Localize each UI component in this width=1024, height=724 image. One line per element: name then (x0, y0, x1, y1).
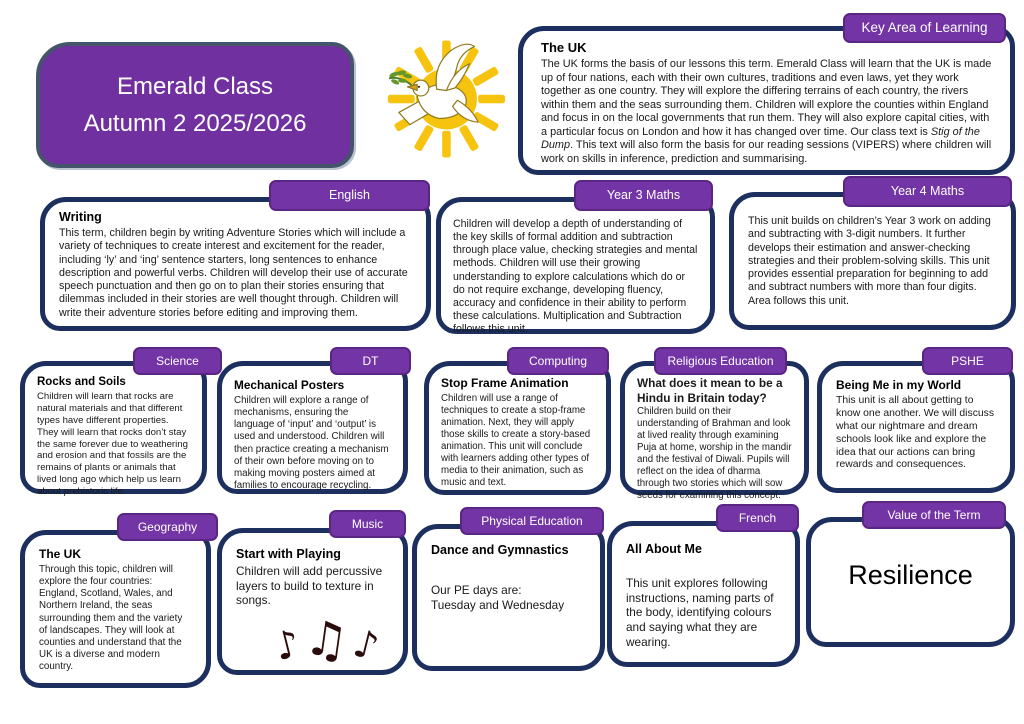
music-note-icon: ♪ (349, 620, 384, 670)
year3-maths-tab: Year 3 Maths (574, 180, 713, 211)
music-note-icon: ♪ (269, 620, 304, 670)
key-area-card (518, 26, 1015, 175)
key-area-tab: Key Area of Learning (843, 13, 1006, 43)
pshe-card (817, 361, 1015, 493)
science-card (20, 361, 207, 498)
term-value: Resilience (848, 560, 973, 590)
music-notes-group (256, 609, 397, 671)
french-body: This unit explores following instructions, naming parts of the body, identifying colours and saying what they are wearing. (626, 576, 774, 649)
music-note-icon: ♫ (301, 609, 352, 671)
geography-title: The UK (39, 547, 81, 561)
english-title: Writing (59, 210, 102, 224)
religious-education-tab: Religious Education (654, 347, 787, 375)
computing-title: Stop Frame Animation (441, 376, 569, 390)
geography-body: Through this topic, children will explore the four countries: England, Scotland, Wales, and Northern Ireland, the seas surrounding them and the variety of landscapes. They will look at counties and understand that the UK is a diverse and modern country. (39, 564, 183, 673)
pshe-title: Being Me in my World (836, 378, 962, 392)
english-tab: English (269, 180, 430, 211)
computing-tab: Computing (507, 347, 609, 375)
dt-title: Mechanical Posters (234, 378, 345, 392)
science-body: Children will learn that rocks are natural materials and that different types have different properties. They will learn that rocks don’t stay the same forever due to weathering and erosion and that fossils are the remains of plants or animals that lived long ago which help us learn about prehistoric life. (37, 391, 188, 498)
key-area-body (541, 58, 992, 166)
french-card (607, 521, 800, 667)
religious-education-card (620, 361, 809, 502)
year4-maths-tab: Year 4 Maths (843, 176, 1012, 207)
science-tab: Science (133, 347, 222, 375)
french-tab: French (716, 504, 799, 532)
year4-maths-card (729, 192, 1016, 330)
pshe-tab: PSHE (922, 347, 1013, 375)
dt-card (217, 361, 408, 494)
religious-education-title: What does it mean to be a Hindu in Britain today? (637, 376, 783, 406)
geography-card (20, 530, 211, 688)
english-card (40, 197, 431, 331)
peace-dove-with-sunburst-icon (383, 38, 505, 160)
physical-education-title: Dance and Gymnastics (431, 543, 569, 557)
music-card (217, 528, 408, 675)
dt-tab: DT (330, 347, 411, 375)
year4-maths-body: This unit builds on children’s Year 3 work on adding and subtracting with 3-digit numbers. It further develops their estimation and answer-checking strategies and their problem-solving skills. This unit provides essential preparation for beginning to add and subtract numbers with more than four digits. Area follows this unit. (748, 215, 991, 307)
computing-card (424, 361, 611, 495)
science-title: Rocks and Soils (37, 376, 126, 388)
key-area-title: The UK (541, 40, 587, 55)
year3-maths-card (436, 197, 715, 334)
key-area-body-text: The UK forms the basis of our lessons this term. Emerald Class will learn that the UK is made up of four nations, each with their own cultures, traditions and even laws, yet they work together as one country. They will explore the differing terrains of each country, the rivers within them and the seas surrounding them. Children will explore the counties within England and focus in on the local governments that run them. They will also explore capital cities, with a particular focus on London and how it has changed over time. Our class text is (541, 58, 992, 138)
year3-maths-body: Children will develop a depth of understanding of the key skills of formal addition and subtraction through place value, checking strategies and mental methods. Children will use their growing understanding to explore calculations which do or do not require exchange, developing fluency, accuracy and confidence in their ability to perform these calculations. Multiplication and Subtraction follows this unit. (453, 218, 698, 335)
geography-tab: Geography (117, 513, 218, 541)
class-title-box (36, 42, 354, 168)
religious-education-body-text: Children build on their understanding of Brahman and look at lived reality through examining Puja at home, worship in the mandir and the festival of Diwali. Pupils will reflect on the idea of dharma through two stories which will sow seeds for examining this concept. (637, 406, 792, 502)
class-name: Emerald Class (116, 72, 274, 100)
term-label: Autumn 2 2025/2026 (83, 110, 307, 137)
religious-education-body (637, 376, 792, 502)
key-area-body-text: . This text will also form the basis for our reading sessions (VIPERS) where children will work on skills in inference, prediction and summarising. (541, 139, 992, 165)
value-of-term-card (806, 517, 1015, 647)
pe-days-label: Our PE days are: (431, 583, 522, 597)
french-title: All About Me (626, 542, 702, 556)
physical-education-tab: Physical Education (460, 507, 604, 535)
physical-education-card (412, 524, 605, 671)
music-tab: Music (329, 510, 406, 538)
class-text-title: Stig of the Dump (541, 125, 980, 152)
pe-days-value: Tuesday and Wednesday (431, 597, 565, 612)
pshe-body: This unit is all about getting to know one another. We will discuss what our nightmare and dream schools look like and explore the idea that our actions can bring rewards and consequences. (836, 395, 995, 471)
music-body: Children will add percussive layers to build to texture in songs. (236, 564, 383, 608)
music-title: Start with Playing (236, 547, 341, 561)
value-of-term-tab: Value of the Term (862, 501, 1006, 529)
dt-body: Children will explore a range of mechanisms, ensuring the language of ‘input’ and ‘output’ is used and understood. Children will then practice creating a mechanism of their own before moving on to making moving posters aimed at families to encourage recycling. (234, 395, 389, 491)
english-body: This term, children begin by writing Adventure Stories which will include a variety of techniques to create interest and excitement for the reader, including ‘ly’ and ‘ing’ sentence starters, long sentences to enhance description and powerful verbs. Children will develop their use of accurate speech punctuation and then go on to plan their stories ensuring that dilemmas included in their stories are well thought through. Children will write their adventure stories before editing and improving them. (59, 227, 408, 319)
computing-body: Children will use a range of techniques to create a stop-frame animation. Next, they will apply those skills to create a story-based animation. This unit will conclude with learners adding other types of media to their animation, such as music and text. (441, 393, 591, 489)
